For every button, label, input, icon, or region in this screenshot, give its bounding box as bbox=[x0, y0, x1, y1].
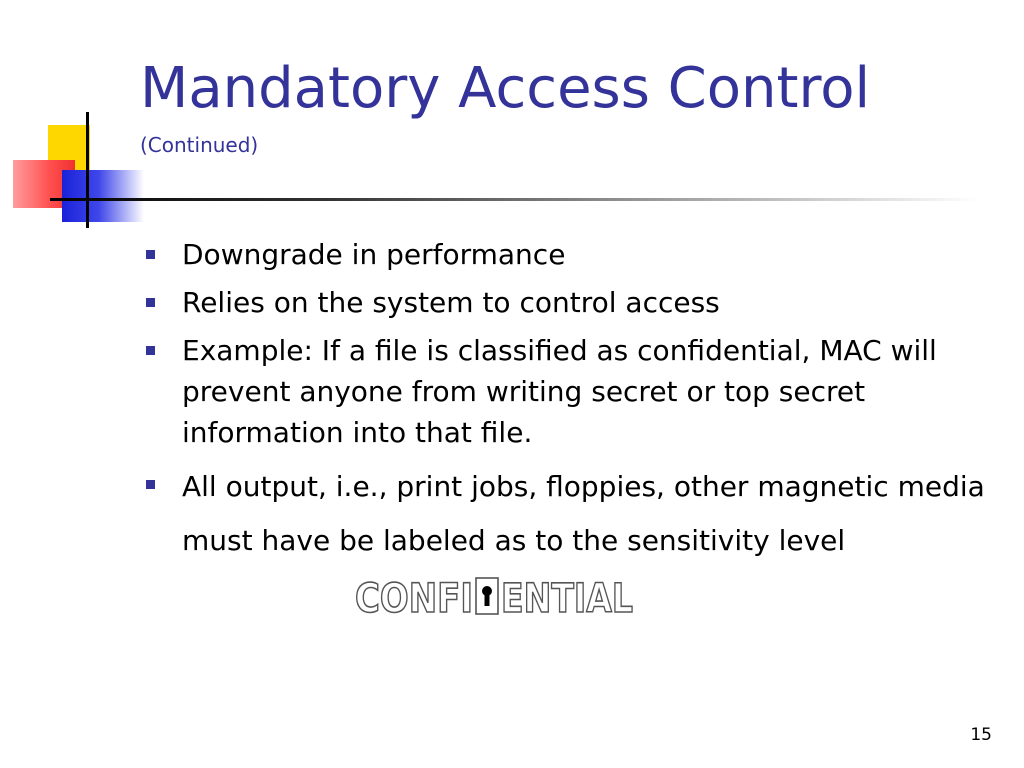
stamp-text-right: ENTIAL bbox=[501, 576, 633, 622]
bullet-text: Relies on the system to control access bbox=[182, 286, 720, 319]
bullet-text: All output, i.e., print jobs, floppies, other magnetic media must have be labeled as to the sensitivity level bbox=[182, 470, 985, 557]
bullet-item bbox=[140, 234, 1000, 275]
decor-blue-square bbox=[62, 170, 144, 222]
confidential-stamp bbox=[355, 574, 635, 620]
bullet-item bbox=[140, 330, 1000, 453]
bullet-text: Downgrade in performance bbox=[182, 238, 566, 271]
decor-vertical-line bbox=[86, 112, 89, 228]
title-underline bbox=[50, 198, 980, 201]
square-bullet-icon bbox=[146, 480, 155, 489]
stamp-text-left: CONFI bbox=[355, 576, 473, 622]
square-bullet-icon bbox=[146, 250, 155, 259]
keyhole-icon bbox=[476, 578, 498, 614]
square-bullet-icon bbox=[146, 346, 155, 355]
slide-title: Mandatory Access Control bbox=[140, 56, 871, 121]
bullet-text: Example: If a file is classified as confidential, MAC will prevent anyone from writing secret or top secret information into that file. bbox=[182, 334, 937, 449]
bullet-list bbox=[140, 234, 1000, 575]
bullet-item bbox=[140, 460, 1000, 568]
slide-subtitle: (Continued) bbox=[140, 133, 259, 157]
square-bullet-icon bbox=[146, 298, 155, 307]
page-number: 15 bbox=[970, 725, 992, 745]
bullet-item bbox=[140, 282, 1000, 323]
